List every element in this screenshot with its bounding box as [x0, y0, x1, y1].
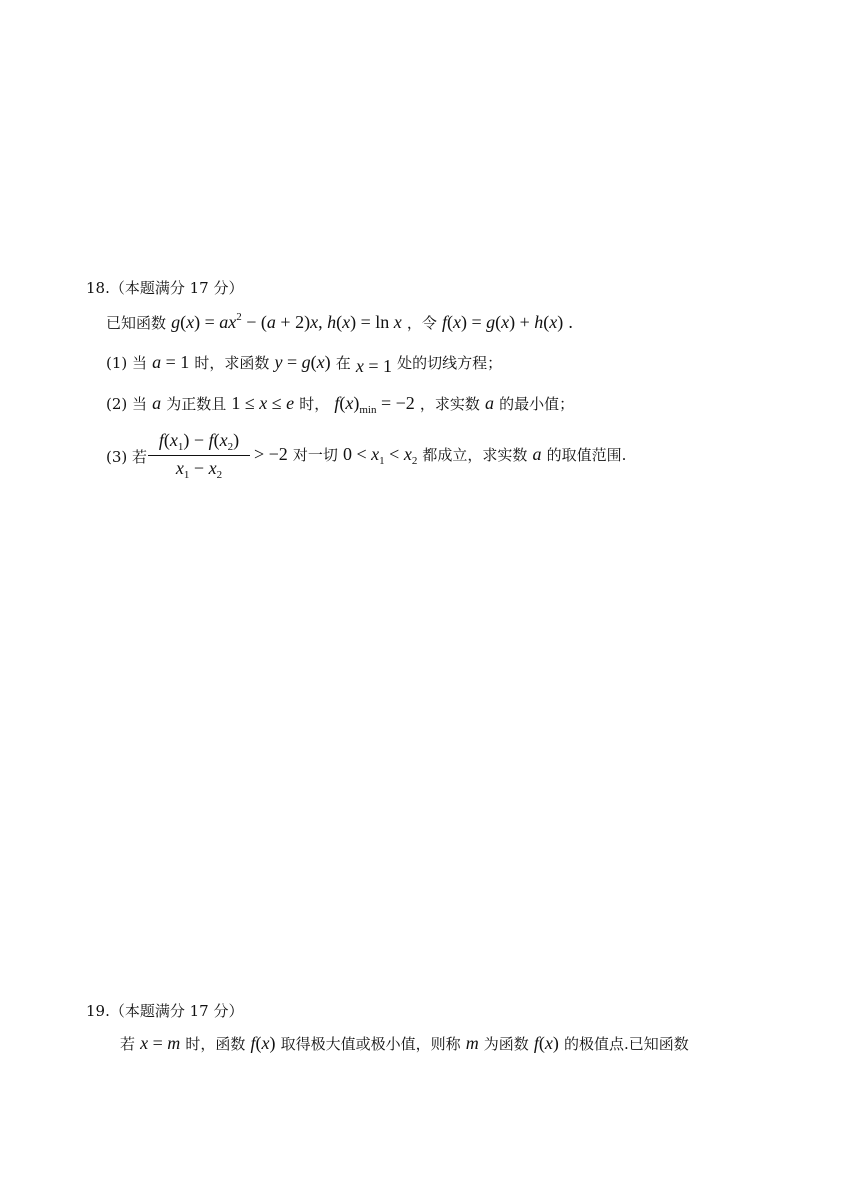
q18-part3-rest [254, 444, 626, 467]
q18-score: （本题满分 17 分） [109, 279, 244, 297]
q19-text2: 时，函数 [185, 1035, 246, 1053]
q18-number: 18. [86, 279, 110, 297]
q18-p1-math-y: y = g(x) [274, 352, 331, 372]
q19-math-fx1: f(x) [250, 1033, 276, 1053]
q18-p2-text4: 的最小值； [499, 395, 575, 413]
q19-text5: 的极值点.已知函数 [564, 1035, 689, 1053]
q18-p3-label: (3) 若 [106, 448, 148, 466]
q18-stem-math-f: f(x) = g(x) + h(x) [441, 312, 564, 332]
q18-p3-math-gt: > −2 [254, 444, 288, 464]
q18-p1-math-x1: x = 1 [355, 356, 392, 376]
q18-stem-mid: ，令 [406, 314, 437, 332]
q19-stem [120, 1033, 689, 1054]
q18-stem-prefix: 已知函数 [106, 314, 167, 332]
q18-p2-math-a2: a [484, 393, 494, 413]
q19-math-m: m [465, 1033, 479, 1053]
q18-p3-text3: 的取值范围. [546, 446, 627, 464]
q18-p2-text1: 为正数且 [166, 395, 227, 413]
q18-p3-math-ineq: $0 < x_1 < x_2$ [343, 444, 418, 467]
q18-p1-text3: 处的切线方程； [397, 354, 503, 372]
q18-p3-math-a: a [532, 444, 542, 464]
q18-p3-text2: 都成立，求实数 [422, 446, 528, 464]
q18-p1-math-a1: a = 1 [152, 352, 190, 372]
q18-part2 [106, 393, 574, 416]
q18-stem-end: . [568, 312, 573, 332]
q19-text3: 取得极大值或极小值，则称 [280, 1035, 461, 1053]
q19-math-xm: x = m [140, 1033, 181, 1053]
q18-p1-text2: 在 [335, 354, 351, 372]
q18-p3-fraction-bar [148, 455, 250, 456]
q18-p3-fraction-numerator: $f(x_1) - f(x_2)$ [158, 430, 240, 453]
q18-p2-math-a: a [152, 393, 162, 413]
q18-p2-text2: 时， [299, 395, 330, 413]
q18-p3-fraction [148, 430, 250, 481]
q18-p3-text1: 对一切 [292, 446, 338, 464]
q19-text1: 若 [120, 1035, 136, 1053]
q18-p1-text1: 时，求函数 [194, 354, 270, 372]
q18-p1-label: (1) 当 [106, 354, 148, 372]
q19-math-fx2: f(x) [533, 1033, 559, 1053]
q18-stem [106, 311, 573, 333]
q18-header [86, 277, 243, 298]
q18-stem-math-g-h: $g(x) = ax^2 - (a + 2)x$, h(x) = ln x [171, 311, 402, 332]
q18-part1 [106, 352, 503, 376]
q18-p3-fraction-denominator: $x_1 - x_2$ [175, 458, 223, 481]
q18-p2-math-range: 1 ≤ x ≤ e [231, 393, 295, 413]
q19-header [86, 1000, 243, 1021]
q19-number: 19. [86, 1002, 110, 1020]
q19-text4: 为函数 [483, 1035, 529, 1053]
q19-score: （本题满分 17 分） [109, 1002, 244, 1020]
q18-p2-label: (2) 当 [106, 395, 148, 413]
q18-p2-text3: ，求实数 [419, 395, 480, 413]
q18-p2-math-fmin: $f(x)_{min} = -2$ [334, 393, 415, 416]
